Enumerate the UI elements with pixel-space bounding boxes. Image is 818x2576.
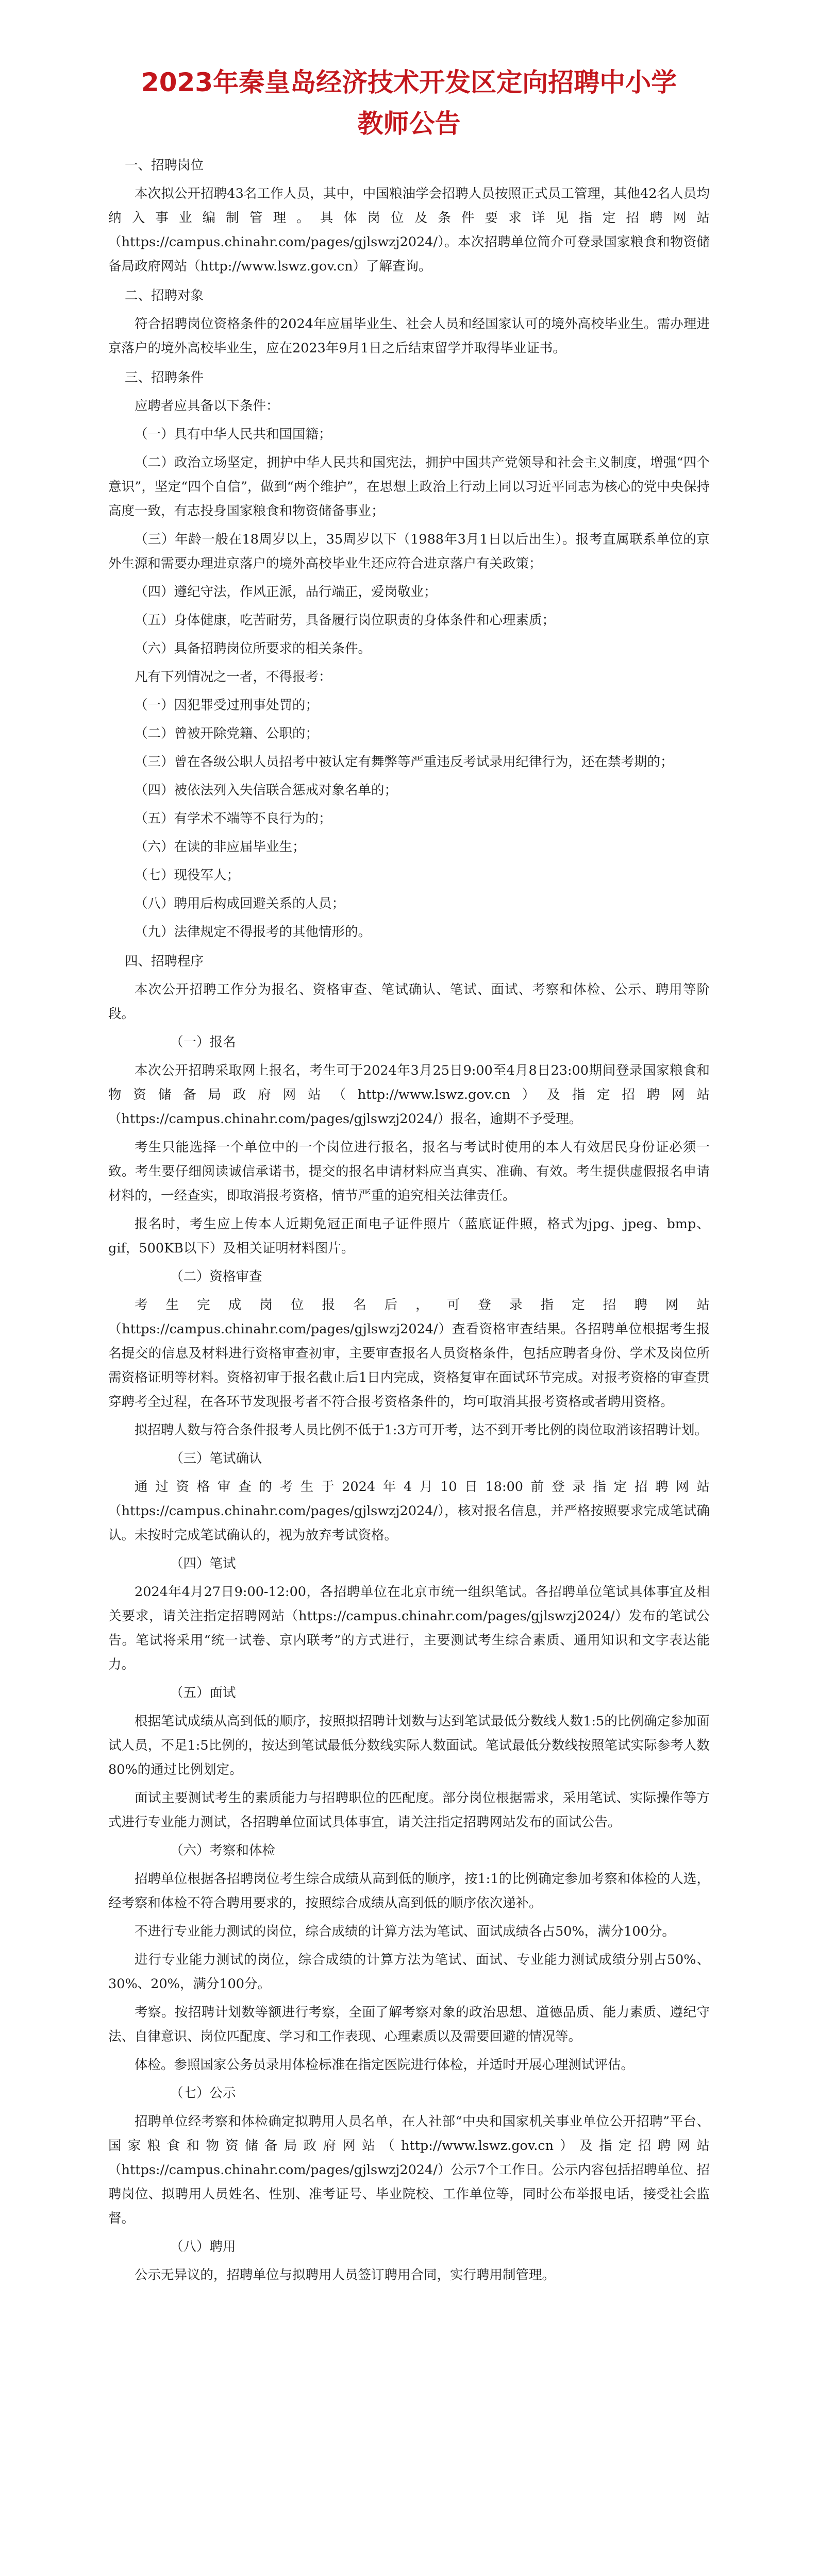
paragraph: 应聘者应具备以下条件： [135,398,279,414]
exclusion-item: （一）因犯罪受过刑事处罚的； [135,698,319,713]
paragraph: 体检。参照国家公务员录用体检标准在指定医院进行体检，并适时开展心理测试评估。 [135,2057,635,2073]
subsection-heading-registration: （一）报名 [170,1035,236,1050]
condition-item: （二）政治立场坚定，拥护中华人民共和国宪法，拥护中国共产党领导和社会主义制度，增强“四个意识”，坚定“四个自信”，做到“两个维护”，在思想上政治上行动上同以习近平同志为核心的党中央保持高度一致，有志投身国家粮食和物资储备事业； [108,455,710,519]
paragraph: 考生只能选择一个单位中的一个岗位进行报名，报名与考试时使用的本人有效居民身份证必须一致。考生要仔细阅读诚信承诺书，提交的报名申请材料应当真实、准确、有效。考生提供虚假报名申请材料的，一经查实，即取消报考资格，情节严重的追究相关法律责任。 [108,1140,710,1204]
title-line-1: 2023年秦皇岛经济技术开发区定向招聘中小学 [141,67,677,97]
paragraph: 凡有下列情况之一者，不得报考： [135,669,332,685]
paragraph: 考察。按招聘计划数等额进行考察，全面了解考察对象的政治思想、道德品质、能力素质、遵纪守法、自律意识、岗位匹配度、学习和工作表现、心理素质以及需要回避的情况等。 [108,2005,710,2044]
paragraph: 本次公开招聘采取网上报名，考生可于2024年3月25日9:00至4月8日23:00期间登录国家粮食和物资储备局政府网站（http://www.lswz.gov.cn）及指定招聘网站（https://campus.chinahr.com/pages/gjlswzj2024/）报名，逾期不予受理。 [108,1063,710,1127]
section-heading-procedure: 四、招聘程序 [125,954,204,969]
title-line-2: 教师公告 [357,109,461,139]
exclusion-item: （八）聘用后构成回避关系的人员； [135,896,345,911]
paragraph: 符合招聘岗位资格条件的2024年应届毕业生、社会人员和经国家认可的境外高校毕业生。需办理进京落户的境外高校毕业生，应在2023年9月1日之后结束留学并取得毕业证书。 [108,316,710,356]
subsection-heading-exam-confirm: （三）笔试确认 [170,1451,262,1466]
announcement-body [108,154,710,2287]
subsection-heading-interview: （五）面试 [170,1685,236,1701]
paragraph: 通过资格审查的考生于2024年4月10日18:00前登录指定招聘网站（https://campus.chinahr.com/pages/gjlswzj2024/），核对报名信息，并严格按照要求完成笔试确认。未按时完成笔试确认的，视为放弃考试资格。 [108,1479,710,1543]
paragraph: 2024年4月27日9:00-12:00，各招聘单位在北京市统一组织笔试。各招聘单位笔试具体事宜及相关要求，请关注指定招聘网站（https://campus.chinahr.com/pages/gjlswzj2024/）发布的笔试公告。笔试将采用“统一试卷、京内联考”的方式进行，主要测试考生综合素质、通用知识和文字表达能力。 [108,1584,710,1672]
paragraph: 进行专业能力测试的岗位，综合成绩的计算方法为笔试、面试、专业能力测试成绩分别占50%、30%、20%，满分100分。 [108,1952,710,1992]
paragraph: 公示无异议的，招聘单位与拟聘用人员签订聘用合同，实行聘用制管理。 [135,2267,556,2283]
condition-item: （一）具有中华人民共和国国籍； [135,427,332,442]
subsection-heading-qualification: （二）资格审查 [170,1269,262,1284]
section-heading-positions: 一、招聘岗位 [125,158,204,173]
exclusion-item: （四）被依法列入失信联合惩戒对象名单的； [135,783,398,798]
exclusion-item: （七）现役军人； [135,868,240,883]
condition-item: （六）具备招聘岗位所要求的相关条件。 [135,641,372,656]
condition-item: （三）年龄一般在18周岁以上，35周岁以下（1988年3月1日以后出生）。报考直属联系单位的京外生源和需要办理进京落户的境外高校毕业生还应符合进京落户有关政策； [108,532,710,571]
condition-item: （四）遵纪守法，作风正派，品行端正，爱岗敬业； [135,584,437,600]
subsection-heading-written-exam: （四）笔试 [170,1556,236,1571]
subsection-heading-publicity: （七）公示 [170,2086,236,2101]
paragraph: 面试主要测试考生的素质能力与招聘职位的匹配度。部分岗位根据需求，采用笔试、实际操作等方式进行专业能力测试，各招聘单位面试具体事宜，请关注指定招聘网站发布的面试公告。 [108,1790,710,1830]
exclusion-item: （五）有学术不端等不良行为的； [135,811,332,826]
subsection-heading-inspection: （六）考察和体检 [170,1843,276,1858]
paragraph: 本次公开招聘工作分为报名、资格审查、笔试确认、笔试、面试、考察和体检、公示、聘用等阶段。 [108,982,710,1022]
page-title [108,62,710,144]
paragraph: 招聘单位根据各招聘岗位考生综合成绩从高到低的顺序，按1:1的比例确定参加考察和体检的人选，经考察和体检不符合聘用要求的，按照综合成绩从高到低的顺序依次递补。 [108,1871,710,1911]
subsection-heading-employment: （八）聘用 [170,2239,236,2255]
paragraph: 本次拟公开招聘43名工作人员，其中，中国粮油学会招聘人员按照正式员工管理，其他42名人员均纳入事业编制管理。具体岗位及条件要求详见指定招聘网站（https://campus.chinahr.com/pages/gjlswzj2024/）。本次招聘单位简介可登录国家粮食和物资储备局政府网站（http://www.lswz.gov.cn）了解查询。 [108,186,710,274]
section-heading-conditions: 三、招聘条件 [125,370,204,385]
exclusion-item: （二）曾被开除党籍、公职的； [135,726,319,741]
exclusion-item: （六）在读的非应届毕业生； [135,839,306,855]
paragraph: 考生完成岗位报名后，可登录指定招聘网站（https://campus.chinahr.com/pages/gjlswzj2024/）查看资格审查结果。各招聘单位根据考生报名提交的信息及材料进行资格审查初审，主要审查报名人员资格条件，包括应聘者身份、学术及岗位所需资格证明等材料。资格初审于报名截止后1日内完成，资格复审在面试环节完成。对报考资格的审查贯穿聘考全过程，在各环节发现报考者不符合报考资格条件的，均可取消其报考资格或者聘用资格。 [108,1297,710,1410]
section-heading-targets: 二、招聘对象 [125,288,204,303]
paragraph: 不进行专业能力测试的岗位，综合成绩的计算方法为笔试、面试成绩各占50%，满分100分。 [135,1924,675,1939]
condition-item: （五）身体健康，吃苦耐劳，具备履行岗位职责的身体条件和心理素质； [135,613,556,628]
paragraph: 根据笔试成绩从高到低的顺序，按照拟招聘计划数与达到笔试最低分数线人数1:5的比例确定参加面试人员，不足1:5比例的，按达到笔试最低分数线实际人数面试。笔试最低分数线按照笔试实际参考人数80%的通过比例划定。 [108,1714,710,1777]
exclusion-item: （九）法律规定不得报考的其他情形的。 [135,924,372,940]
paragraph: 招聘单位经考察和体检确定拟聘用人员名单，在人社部“中央和国家机关事业单位公开招聘”平台、国家粮食和物资储备局政府网站（http://www.lswz.gov.cn）及指定招聘网站（https://campus.chinahr.com/pages/gjlswzj2024/）公示7个工作日。公示内容包括招聘单位、招聘岗位、拟聘用人员姓名、性别、准考证号、毕业院校、工作单位等，同时公布举报电话，接受社会监督。 [108,2114,710,2226]
paragraph: 报名时，考生应上传本人近期免冠正面电子证件照片（蓝底证件照，格式为jpg、jpeg、bmp、gif，500KB以下）及相关证明材料图片。 [108,1216,710,1256]
paragraph: 拟招聘人数与符合条件报考人员比例不低于1:3方可开考，达不到开考比例的岗位取消该招聘计划。 [135,1422,708,1438]
exclusion-item: （三）曾在各级公职人员招考中被认定有舞弊等严重违反考试录用纪律行为，还在禁考期的； [135,754,674,770]
